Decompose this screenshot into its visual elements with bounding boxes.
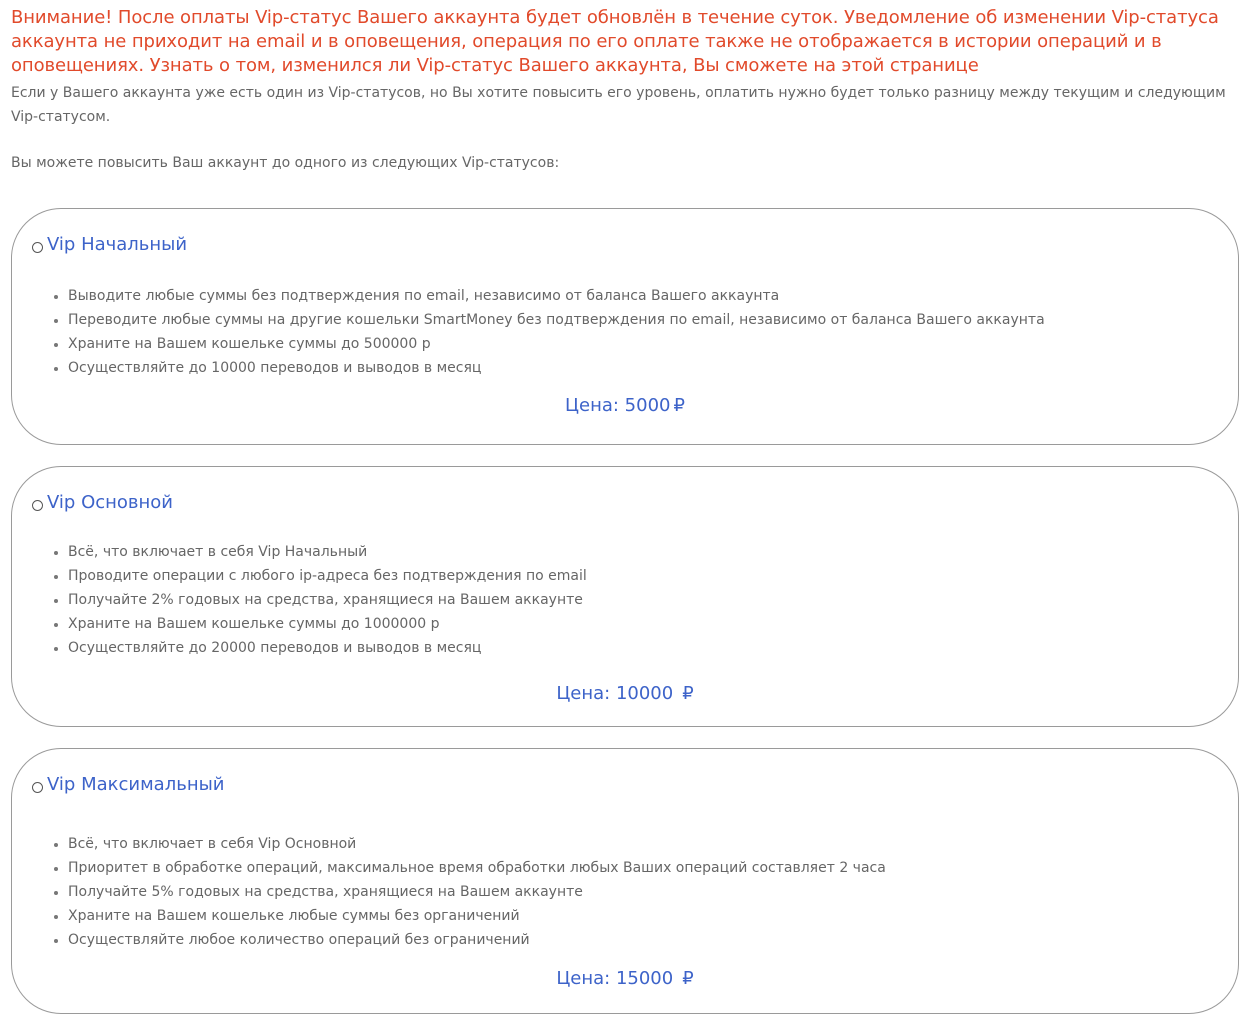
feature-list xyxy=(48,832,886,952)
plan-price xyxy=(12,394,1238,418)
ruble-sign-icon: ₽ xyxy=(682,968,694,989)
plan-card-vip-max[interactable] xyxy=(11,748,1239,1014)
price-label: Цена: 5000 xyxy=(565,395,671,416)
radio-button[interactable] xyxy=(32,242,43,253)
feature-item: • Переводите любые суммы на другие кошельки SmartMoney без подтверждения по email, независимо от баланса Вашего аккаунта xyxy=(68,308,1045,332)
feature-item: • Осуществляйте до 20000 переводов и выводов в месяц xyxy=(68,636,587,660)
feature-item: • Получайте 5% годовых на средства, хранящиеся на Вашем аккаунте xyxy=(68,880,886,904)
plan-title: Vip Максимальный xyxy=(47,774,225,795)
radio-button[interactable] xyxy=(32,782,43,793)
plan-title: Vip Основной xyxy=(47,492,173,513)
plan-option-vip-start[interactable] xyxy=(32,233,187,257)
plan-card-vip-basic[interactable] xyxy=(11,466,1239,727)
feature-item: • Храните на Вашем кошельке суммы до 1000000 р xyxy=(68,612,587,636)
ruble-sign-icon: ₽ xyxy=(673,395,685,416)
feature-item: • Всё, что включает в себя Vip Начальный xyxy=(68,540,587,564)
feature-item: • Выводите любые суммы без подтверждения по email, независимо от баланса Вашего аккаунта xyxy=(68,284,1045,308)
price-label: Цена: 15000 xyxy=(556,968,674,989)
feature-list xyxy=(48,284,1045,380)
radio-button[interactable] xyxy=(32,500,43,511)
price-label: Цена: 10000 xyxy=(556,683,674,704)
plan-price xyxy=(12,682,1238,706)
feature-item: • Всё, что включает в себя Vip Основной xyxy=(68,832,886,856)
plan-price xyxy=(12,967,1238,991)
feature-list xyxy=(48,540,587,660)
plans-intro-text: Вы можете повысить Ваш аккаунт до одного из следующих Vip-статусов: xyxy=(11,155,560,171)
feature-item: • Приоритет в обработке операций, максимальное время обработки любых Ваших операций составляет 2 часа xyxy=(68,856,886,880)
feature-item: • Проводите операции с любого ip-адреса без подтверждения по email xyxy=(68,564,587,588)
plan-option-vip-basic[interactable] xyxy=(32,491,173,515)
payment-warning-text: Внимание! После оплаты Vip-статус Вашего аккаунта будет обновлён в течение суток. Уведомление об изменении Vip-статуса аккаунта не приходит на email и в оповещения, операция по его оплате также не отображается в истории операций и в оповещениях. Узнать о том, изменился ли Vip-статус Вашего аккаунта, Вы сможете на этой странице xyxy=(11,7,1219,76)
feature-item: • Осуществляйте до 10000 переводов и выводов в месяц xyxy=(68,356,1045,380)
feature-item: • Храните на Вашем кошельке любые суммы без органичений xyxy=(68,904,886,928)
vip-status-page xyxy=(11,6,1243,989)
feature-item: • Получайте 2% годовых на средства, хранящиеся на Вашем аккаунте xyxy=(68,588,587,612)
feature-item: • Осуществляйте любое количество операций без ограничений xyxy=(68,928,886,952)
upgrade-info-text: Если у Вашего аккаунта уже есть один из Vip-статусов, но Вы хотите повысить его уровень, оплатить нужно будет только разницу между текущим и следующим Vip-статусом. xyxy=(11,85,1226,125)
ruble-sign-icon: ₽ xyxy=(682,683,694,704)
plan-card-vip-start[interactable] xyxy=(11,208,1239,445)
feature-item: • Храните на Вашем кошельке суммы до 500000 р xyxy=(68,332,1045,356)
plan-option-vip-max[interactable] xyxy=(32,773,225,797)
plan-title: Vip Начальный xyxy=(47,234,188,255)
